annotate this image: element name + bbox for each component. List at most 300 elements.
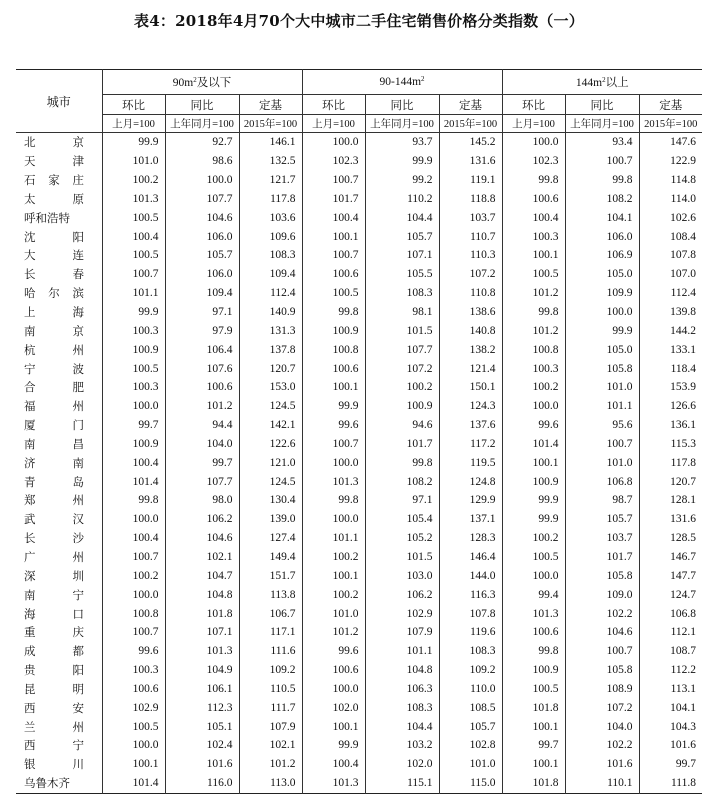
index-value: 117.8	[639, 453, 702, 472]
table-row	[16, 717, 702, 736]
index-value: 118.4	[639, 359, 702, 378]
index-value: 100.4	[302, 208, 365, 227]
index-value: 118.8	[439, 190, 502, 209]
index-value: 100.2	[302, 585, 365, 604]
index-value: 105.7	[565, 510, 639, 529]
index-value: 100.0	[102, 397, 165, 416]
index-value: 126.6	[639, 397, 702, 416]
index-value: 101.6	[165, 755, 239, 774]
index-value: 100.1	[502, 246, 565, 265]
index-value: 147.7	[639, 566, 702, 585]
table-row	[16, 340, 702, 359]
index-value: 115.3	[639, 435, 702, 454]
index-value: 100.7	[302, 171, 365, 190]
index-value: 100.9	[102, 435, 165, 454]
index-value: 99.8	[502, 642, 565, 661]
base-header: 2015年=100	[239, 115, 302, 133]
index-value: 119.1	[439, 171, 502, 190]
city-label: 哈 尔 滨	[24, 286, 84, 301]
index-value: 98.7	[565, 491, 639, 510]
city-label: 昆 明	[24, 681, 84, 696]
table-row	[16, 604, 702, 623]
city-name	[16, 397, 102, 416]
index-value: 106.7	[239, 604, 302, 623]
index-value: 127.4	[239, 529, 302, 548]
index-value: 101.5	[365, 321, 439, 340]
index-value: 100.4	[102, 529, 165, 548]
index-value: 102.2	[565, 604, 639, 623]
index-value: 101.4	[502, 435, 565, 454]
city-label: 呼和浩特	[24, 210, 70, 225]
index-value: 104.0	[565, 717, 639, 736]
index-value: 121.0	[239, 453, 302, 472]
index-value: 139.8	[639, 303, 702, 322]
index-value: 100.2	[102, 566, 165, 585]
index-value: 100.5	[102, 208, 165, 227]
city-label: 石 家 庄	[24, 173, 84, 188]
index-value: 100.7	[565, 152, 639, 171]
index-value: 100.1	[502, 755, 565, 774]
index-value: 106.4	[165, 340, 239, 359]
index-value: 130.4	[239, 491, 302, 510]
index-value: 103.0	[365, 566, 439, 585]
metric-header: 同比	[365, 95, 439, 115]
base-header: 上年同月=100	[565, 115, 639, 133]
index-value: 100.6	[502, 623, 565, 642]
index-value: 119.6	[439, 623, 502, 642]
index-value: 100.0	[302, 453, 365, 472]
index-value: 100.8	[302, 340, 365, 359]
index-value: 105.7	[365, 227, 439, 246]
index-value: 108.3	[239, 246, 302, 265]
index-value: 101.3	[302, 472, 365, 491]
index-value: 117.8	[239, 190, 302, 209]
table-row	[16, 435, 702, 454]
index-value: 139.0	[239, 510, 302, 529]
city-label: 上 海	[24, 305, 84, 320]
index-value: 97.1	[365, 491, 439, 510]
index-value: 100.6	[302, 265, 365, 284]
index-value: 100.7	[565, 435, 639, 454]
metric-header: 环比	[302, 95, 365, 115]
index-value: 124.7	[639, 585, 702, 604]
index-value: 99.7	[165, 453, 239, 472]
index-value: 104.4	[365, 717, 439, 736]
index-value: 101.6	[565, 755, 639, 774]
index-value: 121.4	[439, 359, 502, 378]
index-value: 137.8	[239, 340, 302, 359]
index-value: 99.8	[502, 303, 565, 322]
city-name	[16, 679, 102, 698]
index-value: 103.7	[439, 208, 502, 227]
index-value: 104.6	[565, 623, 639, 642]
index-value: 100.0	[302, 510, 365, 529]
index-value: 105.1	[165, 717, 239, 736]
index-value: 111.6	[239, 642, 302, 661]
index-value: 100.4	[102, 227, 165, 246]
table-row	[16, 698, 702, 717]
index-value: 153.0	[239, 378, 302, 397]
index-value: 100.5	[302, 284, 365, 303]
index-value: 100.6	[302, 359, 365, 378]
table-row	[16, 453, 702, 472]
index-value: 100.1	[302, 717, 365, 736]
city-label: 杭 州	[24, 342, 84, 357]
city-name	[16, 642, 102, 661]
table-row	[16, 416, 702, 435]
index-value: 106.1	[165, 679, 239, 698]
table-row	[16, 171, 702, 190]
base-header: 2015年=100	[439, 115, 502, 133]
city-name	[16, 265, 102, 284]
city-label: 兰 州	[24, 719, 84, 734]
index-value: 105.0	[565, 265, 639, 284]
index-value: 144.2	[639, 321, 702, 340]
index-value: 100.9	[502, 661, 565, 680]
index-value: 100.1	[102, 755, 165, 774]
city-name	[16, 190, 102, 209]
city-label: 青 岛	[24, 474, 84, 489]
table-row	[16, 548, 702, 567]
metric-header: 环比	[102, 95, 165, 115]
city-name	[16, 491, 102, 510]
index-value: 128.1	[639, 491, 702, 510]
table-row	[16, 378, 702, 397]
table-row	[16, 736, 702, 755]
index-value: 110.5	[239, 679, 302, 698]
index-value: 105.2	[365, 529, 439, 548]
index-value: 100.0	[165, 171, 239, 190]
index-value: 101.6	[639, 736, 702, 755]
price-index-table	[16, 69, 702, 794]
index-value: 104.7	[165, 566, 239, 585]
index-value: 101.0	[102, 152, 165, 171]
index-value: 112.4	[239, 284, 302, 303]
index-value: 99.9	[302, 397, 365, 416]
table-row	[16, 359, 702, 378]
index-value: 106.0	[165, 227, 239, 246]
city-name	[16, 133, 102, 152]
index-value: 107.8	[439, 604, 502, 623]
index-value: 100.4	[102, 453, 165, 472]
index-value: 100.2	[365, 378, 439, 397]
index-value: 99.9	[302, 736, 365, 755]
index-value: 101.4	[102, 774, 165, 793]
index-value: 100.1	[302, 227, 365, 246]
index-value: 108.9	[565, 679, 639, 698]
index-value: 93.7	[365, 133, 439, 152]
index-value: 100.6	[502, 190, 565, 209]
city-label: 南 京	[24, 323, 84, 338]
index-value: 97.9	[165, 321, 239, 340]
city-name	[16, 340, 102, 359]
index-value: 105.7	[439, 717, 502, 736]
index-value: 104.0	[165, 435, 239, 454]
index-value: 100.0	[565, 303, 639, 322]
city-name	[16, 623, 102, 642]
city-name	[16, 359, 102, 378]
index-value: 103.2	[365, 736, 439, 755]
index-value: 109.0	[565, 585, 639, 604]
index-value: 100.9	[102, 340, 165, 359]
index-value: 101.2	[165, 397, 239, 416]
index-value: 100.3	[102, 661, 165, 680]
city-name	[16, 453, 102, 472]
index-value: 146.7	[639, 548, 702, 567]
index-value: 140.9	[239, 303, 302, 322]
index-value: 104.1	[639, 698, 702, 717]
index-value: 108.4	[639, 227, 702, 246]
table-row	[16, 679, 702, 698]
index-value: 99.6	[102, 642, 165, 661]
index-value: 104.8	[165, 585, 239, 604]
index-value: 92.7	[165, 133, 239, 152]
city-label: 南 昌	[24, 436, 84, 451]
index-value: 107.0	[639, 265, 702, 284]
city-name	[16, 303, 102, 322]
index-value: 117.1	[239, 623, 302, 642]
index-value: 133.1	[639, 340, 702, 359]
metric-header: 定基	[439, 95, 502, 115]
metric-header: 同比	[165, 95, 239, 115]
index-value: 101.0	[565, 453, 639, 472]
index-value: 102.9	[102, 698, 165, 717]
index-value: 109.4	[165, 284, 239, 303]
city-label: 广 州	[24, 549, 84, 564]
city-label: 沈 阳	[24, 229, 84, 244]
index-value: 99.2	[365, 171, 439, 190]
index-value: 113.8	[239, 585, 302, 604]
index-value: 100.3	[102, 321, 165, 340]
city-name	[16, 585, 102, 604]
city-name	[16, 435, 102, 454]
index-value: 107.7	[165, 190, 239, 209]
index-value: 122.6	[239, 435, 302, 454]
city-column-header: 城市	[16, 70, 102, 133]
index-value: 99.8	[302, 303, 365, 322]
index-value: 100.2	[502, 378, 565, 397]
index-value: 100.5	[102, 717, 165, 736]
index-value: 101.1	[102, 284, 165, 303]
index-value: 109.9	[565, 284, 639, 303]
index-value: 124.5	[239, 472, 302, 491]
index-value: 106.0	[165, 265, 239, 284]
index-value: 147.6	[639, 133, 702, 152]
index-value: 98.0	[165, 491, 239, 510]
index-value: 144.0	[439, 566, 502, 585]
index-value: 110.0	[439, 679, 502, 698]
index-value: 100.9	[365, 397, 439, 416]
city-label: 重 庆	[24, 625, 84, 640]
index-value: 124.5	[239, 397, 302, 416]
index-value: 109.2	[239, 661, 302, 680]
index-value: 114.0	[639, 190, 702, 209]
index-value: 111.7	[239, 698, 302, 717]
index-value: 99.8	[365, 453, 439, 472]
index-value: 100.0	[102, 585, 165, 604]
index-value: 119.5	[439, 453, 502, 472]
index-value: 107.7	[365, 340, 439, 359]
table-row	[16, 661, 702, 680]
index-value: 153.9	[639, 378, 702, 397]
index-value: 107.9	[239, 717, 302, 736]
index-value: 101.7	[302, 190, 365, 209]
index-value: 107.1	[365, 246, 439, 265]
index-value: 101.0	[439, 755, 502, 774]
index-value: 106.8	[565, 472, 639, 491]
index-value: 131.3	[239, 321, 302, 340]
index-value: 101.7	[365, 435, 439, 454]
index-value: 100.0	[302, 133, 365, 152]
index-value: 108.3	[365, 698, 439, 717]
index-value: 106.2	[365, 585, 439, 604]
index-value: 99.9	[565, 321, 639, 340]
index-value: 100.9	[302, 321, 365, 340]
index-value: 102.3	[502, 152, 565, 171]
index-value: 99.7	[639, 755, 702, 774]
city-name	[16, 510, 102, 529]
city-name	[16, 698, 102, 717]
index-value: 98.1	[365, 303, 439, 322]
index-value: 124.8	[439, 472, 502, 491]
city-label: 海 口	[24, 606, 84, 621]
index-value: 100.3	[102, 378, 165, 397]
index-value: 104.1	[565, 208, 639, 227]
index-value: 100.1	[302, 378, 365, 397]
index-value: 106.3	[365, 679, 439, 698]
city-name	[16, 736, 102, 755]
city-label: 武 汉	[24, 512, 84, 527]
index-value: 101.2	[302, 623, 365, 642]
index-value: 104.3	[639, 717, 702, 736]
table-row	[16, 529, 702, 548]
index-value: 101.8	[502, 698, 565, 717]
city-name	[16, 152, 102, 171]
base-header: 上月=100	[102, 115, 165, 133]
index-value: 110.1	[565, 774, 639, 793]
index-value: 108.7	[639, 642, 702, 661]
city-name	[16, 171, 102, 190]
index-value: 108.2	[565, 190, 639, 209]
index-value: 99.4	[502, 585, 565, 604]
index-value: 140.8	[439, 321, 502, 340]
index-value: 112.2	[639, 661, 702, 680]
index-value: 100.6	[165, 378, 239, 397]
index-value: 99.9	[502, 491, 565, 510]
index-value: 112.1	[639, 623, 702, 642]
index-value: 102.6	[639, 208, 702, 227]
index-value: 100.0	[102, 736, 165, 755]
index-value: 100.5	[502, 265, 565, 284]
city-name	[16, 717, 102, 736]
city-label: 大 连	[24, 248, 84, 263]
index-value: 104.9	[165, 661, 239, 680]
index-value: 102.2	[565, 736, 639, 755]
index-value: 100.3	[502, 227, 565, 246]
index-value: 106.9	[565, 246, 639, 265]
index-value: 111.8	[639, 774, 702, 793]
group-header-large: $144m^2$以上	[502, 70, 702, 95]
index-value: 116.3	[439, 585, 502, 604]
index-value: 112.4	[639, 284, 702, 303]
index-value: 100.1	[302, 566, 365, 585]
index-value: 100.6	[302, 661, 365, 680]
table-row	[16, 227, 702, 246]
index-value: 108.3	[439, 642, 502, 661]
index-value: 99.6	[302, 642, 365, 661]
index-value: 100.2	[502, 529, 565, 548]
index-value: 128.5	[639, 529, 702, 548]
city-name	[16, 548, 102, 567]
group-header-medium: $90-144m^2$	[302, 70, 502, 95]
index-value: 122.9	[639, 152, 702, 171]
index-value: 137.1	[439, 510, 502, 529]
index-value: 100.2	[102, 171, 165, 190]
index-value: 99.8	[302, 491, 365, 510]
index-value: 129.9	[439, 491, 502, 510]
city-label: 合 肥	[24, 380, 84, 395]
index-value: 102.8	[439, 736, 502, 755]
index-value: 100.6	[102, 679, 165, 698]
table-row	[16, 755, 702, 774]
index-value: 100.0	[102, 510, 165, 529]
index-value: 124.3	[439, 397, 502, 416]
city-label: 西 宁	[24, 738, 84, 753]
index-value: 109.4	[239, 265, 302, 284]
index-value: 110.7	[439, 227, 502, 246]
index-value: 105.4	[365, 510, 439, 529]
index-value: 114.8	[639, 171, 702, 190]
index-value: 105.8	[565, 661, 639, 680]
index-value: 94.4	[165, 416, 239, 435]
city-label: 福 州	[24, 399, 84, 414]
city-label: 长 春	[24, 267, 84, 282]
index-value: 102.1	[239, 736, 302, 755]
index-value: 100.3	[502, 359, 565, 378]
city-name	[16, 774, 102, 793]
index-value: 100.4	[302, 755, 365, 774]
index-value: 99.6	[502, 416, 565, 435]
city-name	[16, 566, 102, 585]
index-value: 106.8	[639, 604, 702, 623]
index-value: 101.2	[239, 755, 302, 774]
city-name	[16, 208, 102, 227]
metric-header: 环比	[502, 95, 565, 115]
index-value: 100.7	[102, 265, 165, 284]
index-value: 100.4	[502, 208, 565, 227]
city-name	[16, 472, 102, 491]
index-value: 100.5	[102, 246, 165, 265]
index-value: 100.7	[102, 623, 165, 642]
index-value: 100.7	[302, 435, 365, 454]
index-value: 102.4	[165, 736, 239, 755]
index-value: 106.0	[565, 227, 639, 246]
table-row	[16, 623, 702, 642]
index-value: 101.0	[565, 378, 639, 397]
index-value: 101.3	[502, 604, 565, 623]
index-value: 108.5	[439, 698, 502, 717]
city-label: 太 原	[24, 191, 84, 206]
index-value: 101.1	[365, 642, 439, 661]
index-value: 109.6	[239, 227, 302, 246]
index-value: 105.7	[165, 246, 239, 265]
index-value: 120.7	[639, 472, 702, 491]
index-value: 100.7	[302, 246, 365, 265]
index-value: 101.7	[565, 548, 639, 567]
index-value: 99.7	[502, 736, 565, 755]
index-value: 104.6	[165, 208, 239, 227]
index-value: 101.8	[502, 774, 565, 793]
